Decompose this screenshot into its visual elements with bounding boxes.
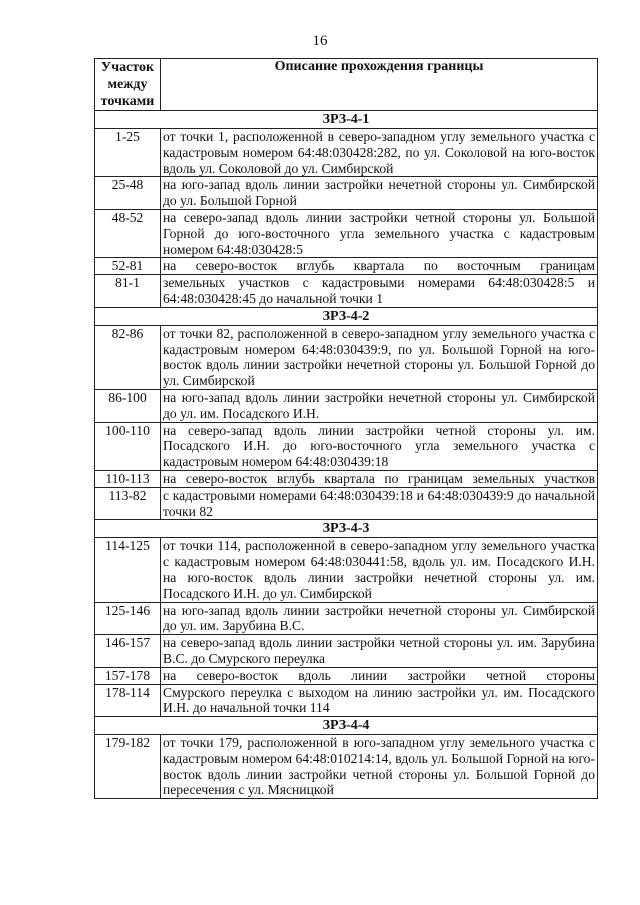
description-cell: Смурского переулка с выходом на линию застройки ул. им. Посадского И.Н. до начальной точки 114: [161, 684, 598, 717]
table-row: [95, 129, 598, 177]
header-description: Описание прохождения границы: [161, 59, 598, 111]
zone-title: ЗРЗ-4-3: [95, 520, 598, 538]
segment-cell: 113-82: [95, 487, 161, 520]
zone-row: [95, 717, 598, 735]
description-cell: на северо-запад вдоль линии застройки четной стороны ул. им. Зарубина В.С. до Смурского переулка: [161, 635, 598, 668]
segment-cell: 125-146: [95, 602, 161, 635]
table-row: [95, 735, 598, 799]
description-cell: с кадастровыми номерами 64:48:030439:18 и 64:48:030439:9 до начальной точки 82: [161, 487, 598, 520]
segment-cell: 25-48: [95, 177, 161, 210]
table-header-row: [95, 59, 598, 111]
description-cell: от точки 114, расположенной в северо-западном углу земельного участка с кадастровым номером 64:48:030441:58, вдоль ул. им. Посадского И.Н. на юго-восток вдоль линии застройки нечетной стороны ул. им. Посадского И.Н. до ул. Симбирской: [161, 538, 598, 602]
table-row: [95, 389, 598, 422]
description-cell: от точки 179, расположенной в юго-западном углу земельного участка с кадастровым номером 64:48:010214:14, вдоль ул. Большой Горной на юго-восток вдоль линии застройки четной стороны ул. Большой Горной до пересечения с ул. Мясницкой: [161, 735, 598, 799]
segment-cell: 100-110: [95, 422, 161, 470]
segment-cell: 82-86: [95, 325, 161, 389]
zone-title: ЗРЗ-4-1: [95, 111, 598, 129]
table-row: [95, 325, 598, 389]
segment-cell: 81-1: [95, 275, 161, 308]
segment-cell: 52-81: [95, 258, 161, 275]
segment-cell: 178-114: [95, 684, 161, 717]
table-row: [95, 635, 598, 668]
table-row: [95, 538, 598, 602]
table-row: [95, 275, 598, 308]
table-row: [95, 487, 598, 520]
zone-row: [95, 307, 598, 325]
description-cell: на юго-запад вдоль линии застройки нечетной стороны ул. Симбирской до ул. им. Зарубина В.С.: [161, 602, 598, 635]
table-row: [95, 258, 598, 275]
description-cell: на юго-запад вдоль линии застройки нечетной стороны ул. Симбирской до ул. Большой Горной: [161, 177, 598, 210]
description-cell: от точки 1, расположенной в северо-западном углу земельного участка с кадастровым номером 64:48:030428:282, по ул. Соколовой на юго-восток вдоль ул. Соколовой до ул. Симбирской: [161, 129, 598, 177]
segment-cell: 179-182: [95, 735, 161, 799]
description-cell: на северо-восток вглубь квартала по восточным границам: [161, 258, 598, 275]
segment-cell: 1-25: [95, 129, 161, 177]
table-row: [95, 602, 598, 635]
description-cell: земельных участков с кадастровыми номерами 64:48:030428:5 и 64:48:030428:45 до начальной точки 1: [161, 275, 598, 308]
boundary-table: [94, 58, 598, 799]
segment-cell: 48-52: [95, 209, 161, 257]
description-cell: на северо-запад вдоль линии застройки четной стороны ул. Большой Горной до юго-восточного угла земельного участка с кадастровым номером 64:48:030428:5: [161, 209, 598, 257]
table-row: [95, 470, 598, 487]
segment-cell: 157-178: [95, 667, 161, 684]
segment-cell: 110-113: [95, 470, 161, 487]
segment-cell: 146-157: [95, 635, 161, 668]
description-cell: на северо-восток вдоль линии застройки четной стороны: [161, 667, 598, 684]
description-cell: на юго-запад вдоль линии застройки нечетной стороны ул. Симбирской до ул. им. Посадского И.Н.: [161, 389, 598, 422]
page-number: 16: [312, 33, 328, 49]
table-row: [95, 209, 598, 257]
table-row: [95, 684, 598, 717]
zone-title: ЗРЗ-4-2: [95, 307, 598, 325]
description-cell: на северо-запад вдоль линии застройки четной стороны ул. им. Посадского И.Н. до юго-восточного угла земельного участка с кадастровым номером 64:48:030439:18: [161, 422, 598, 470]
segment-cell: 86-100: [95, 389, 161, 422]
zone-row: [95, 111, 598, 129]
table-row: [95, 667, 598, 684]
table-row: [95, 177, 598, 210]
description-cell: на северо-восток вглубь квартала по границам земельных участков: [161, 470, 598, 487]
header-segment: Участок между точками: [95, 59, 161, 111]
description-cell: от точки 82, расположенной в северо-западном углу земельного участка с кадастровым номером 64:48:030439:9, по ул. Большой Горной на юго-восток вдоль линии застройки нечетной стороны ул. Большой Горной до ул. Симбирской: [161, 325, 598, 389]
table-row: [95, 422, 598, 470]
zone-row: [95, 520, 598, 538]
segment-cell: 114-125: [95, 538, 161, 602]
zone-title: ЗРЗ-4-4: [95, 717, 598, 735]
